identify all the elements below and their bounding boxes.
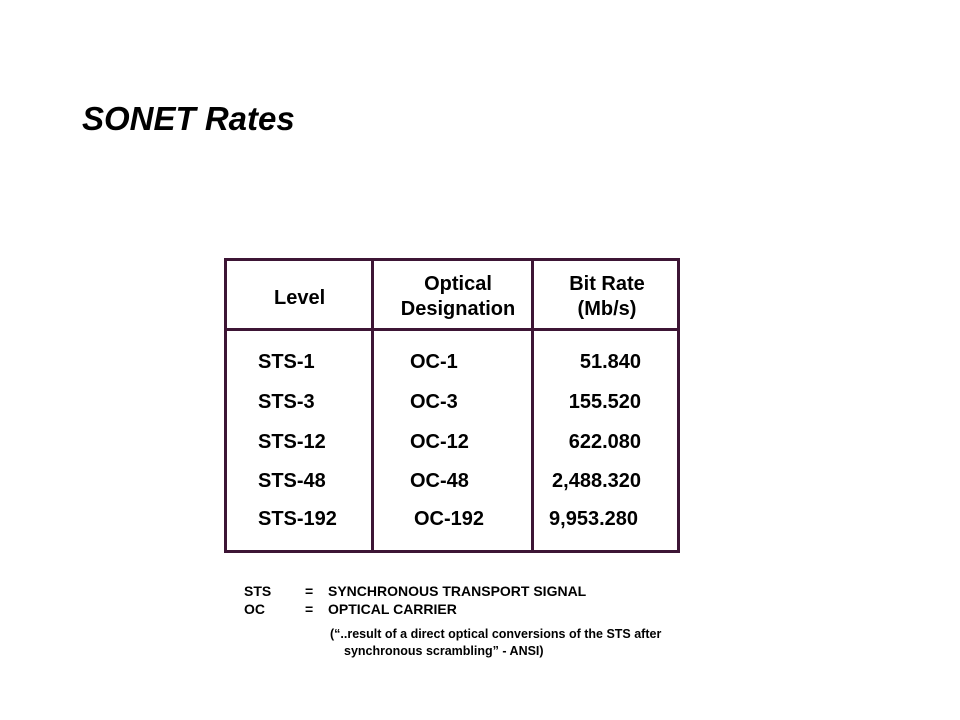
header-optical-line2: Designation [400, 298, 516, 320]
cell-bit-rate: 622.080 [568, 431, 641, 453]
ansi-quote [330, 626, 661, 660]
cell-level: STS-12 [258, 431, 326, 453]
header-bitrate-line2: (Mb/s) [577, 298, 637, 320]
note-equals: = [305, 583, 314, 599]
ansi-quote-line2: synchronous scrambling” - ANSI) [344, 644, 544, 658]
note-definition: SYNCHRONOUS TRANSPORT SIGNAL [328, 583, 587, 599]
column-divider [531, 261, 534, 550]
cell-optical: OC-12 [410, 431, 469, 453]
cell-level: STS-3 [258, 391, 315, 413]
cell-level: STS-192 [258, 508, 337, 530]
header-bitrate-line1: Bit Rate [569, 273, 645, 295]
cell-optical: OC-3 [410, 391, 458, 413]
cell-bit-rate: 51.840 [579, 351, 641, 373]
cell-bit-rate: 2,488.320 [552, 470, 641, 492]
header-optical-line1: Optical [424, 273, 492, 295]
column-divider [371, 261, 374, 550]
note-definition: OPTICAL CARRIER [328, 601, 457, 617]
cell-optical: OC-48 [410, 470, 469, 492]
cell-bit-rate: 9,953.280 [549, 508, 638, 530]
cell-level: STS-48 [258, 470, 326, 492]
note-abbreviation: OC [244, 601, 265, 617]
ansi-quote-line1: (“..result of a direct optical conversions of the STS after [330, 627, 662, 641]
cell-optical: OC-192 [414, 508, 485, 530]
header-level: Level [274, 287, 326, 309]
header-optical-designation [386, 272, 530, 322]
slide-title: SONET Rates [82, 100, 295, 137]
cell-optical: OC-1 [410, 351, 458, 373]
header-bit-rate [548, 272, 666, 322]
note-equals: = [305, 601, 314, 617]
cell-bit-rate: 155.520 [568, 391, 641, 413]
cell-level: STS-1 [258, 351, 315, 373]
header-divider [227, 328, 677, 331]
note-abbreviation: STS [244, 583, 272, 599]
